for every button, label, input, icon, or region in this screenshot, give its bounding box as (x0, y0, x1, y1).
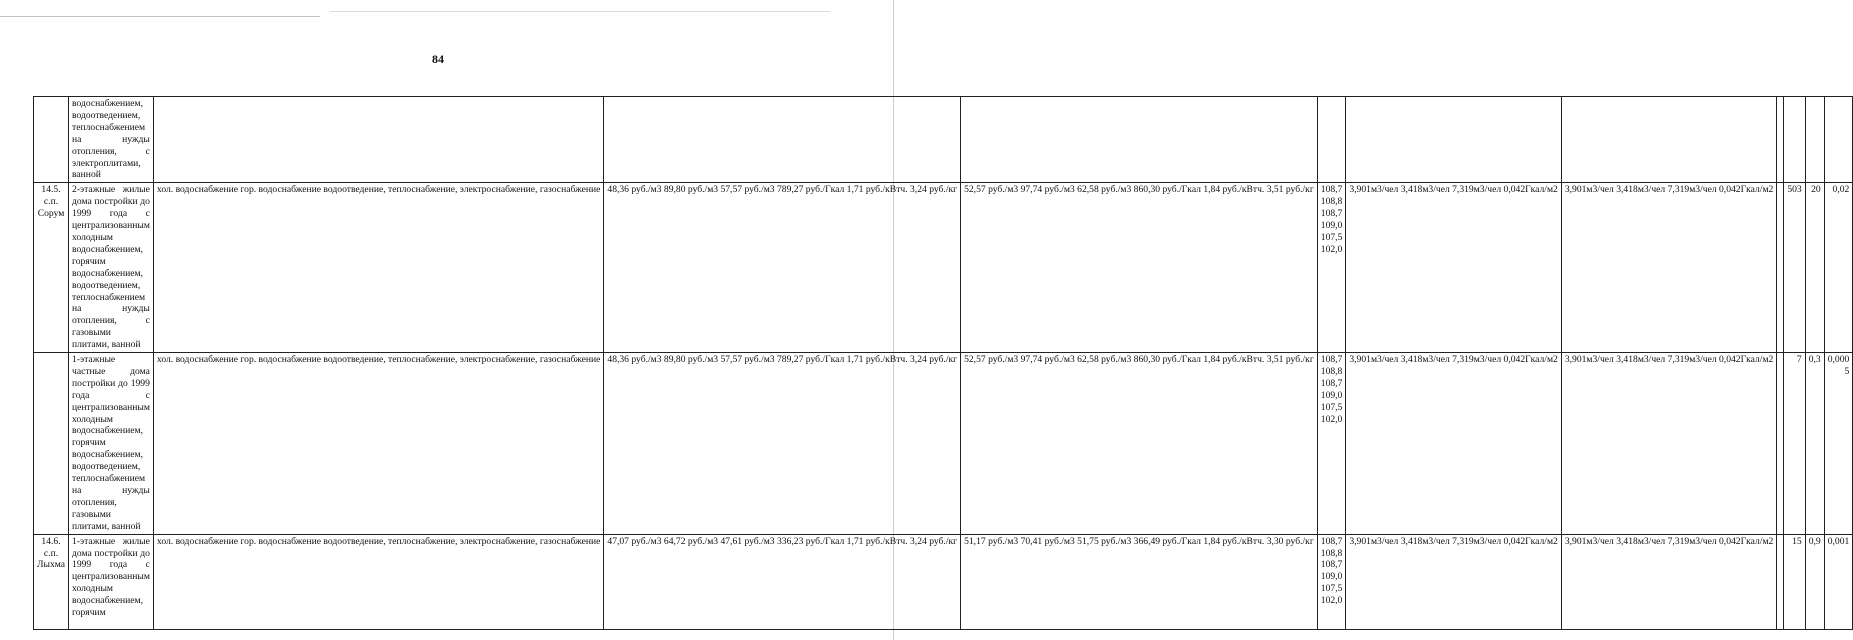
col10-cell: 7 (1784, 353, 1805, 535)
description-cell: 2-этажные жилые дома постройки до 1999 года с централизованным холодным водоснабжением, горячим водоснабжением, водоотведением, теплоснабжением на нужды отопления, с газовыми плитами, ванной (69, 183, 154, 353)
tariffs-2-cell: 51,17 руб./м3 70,41 руб./м3 51,75 руб./м3 366,49 руб./Гкал 1,84 руб./кВтч. 3,30 руб./кг (961, 534, 1318, 629)
tariffs-1-cell: 48,36 руб./м3 89,80 руб./м3 57,57 руб./м3 789,27 руб./Гкал 1,71 руб./кВтч. 3,24 руб./кг (604, 353, 961, 535)
col10-cell: 15 (1784, 534, 1805, 629)
settlement-cell (34, 353, 69, 535)
col9-cell (1777, 183, 1784, 353)
tariff-table (33, 96, 1853, 630)
tariffs-1-cell: 47,07 руб./м3 64,72 руб./м3 47,61 руб./м3 336,23 руб./Гкал 1,71 руб./кВтч. 3,24 руб./кг (604, 534, 961, 629)
norms-2-cell: 3,901м3/чел 3,418м3/чел 7,319м3/чел 0,042Гкал/м2 (1561, 534, 1776, 629)
tariffs-1-cell: 48,36 руб./м3 89,80 руб./м3 57,57 руб./м3 789,27 руб./Гкал 1,71 руб./кВтч. 3,24 руб./кг (604, 183, 961, 353)
col10-cell: 503 (1784, 183, 1805, 353)
table-row (34, 534, 1853, 629)
description-cell: 1-этажные жилые дома постройки до 1999 года с централизованным холодным водоснабжением, горячим (69, 534, 154, 629)
index-cell: 108,7 108,8 108,7 109,0 107,5 102,0 (1317, 183, 1346, 353)
col11-cell: 20 (1805, 183, 1824, 353)
col9-cell (1777, 534, 1784, 629)
index-cell: 108,7 108,8 108,7 109,0 107,5 102,0 (1317, 353, 1346, 535)
settlement-cell: 14.6. с.п. Лыхма (34, 534, 69, 629)
index-cell (1317, 97, 1346, 183)
norms-2-cell: 3,901м3/чел 3,418м3/чел 7,319м3/чел 0,042Гкал/м2 (1561, 353, 1776, 535)
col12-cell (1824, 97, 1853, 183)
index-cell: 108,7 108,8 108,7 109,0 107,5 102,0 (1317, 534, 1346, 629)
norms-1-cell (1346, 97, 1561, 183)
norms-1-cell: 3,901м3/чел 3,418м3/чел 7,319м3/чел 0,042Гкал/м2 (1346, 353, 1561, 535)
col9-cell (1777, 353, 1784, 535)
continuation-row (34, 97, 1853, 183)
tariffs-2-cell (961, 97, 1318, 183)
norms-2-cell: 3,901м3/чел 3,418м3/чел 7,319м3/чел 0,042Гкал/м2 (1561, 183, 1776, 353)
description-cell: 1-этажные частные дома постройки до 1999 года с централизованным холодным водоснабжением, горячим водоснабжением, водоотведением, теплоснабжением на нужды отопления, газовыми плитами, ванной (69, 353, 154, 535)
services-cell (153, 97, 604, 183)
norms-2-cell (1561, 97, 1776, 183)
tariffs-1-cell (604, 97, 961, 183)
services-cell: хол. водоснабжение гор. водоснабжение водоотведение, теплоснабжение, электроснабжение, газоснабжение (153, 534, 604, 629)
col12-cell: 0,02 (1824, 183, 1853, 353)
col10-cell (1784, 97, 1805, 183)
table-row (34, 353, 1853, 535)
col12-cell: 0,001 (1824, 534, 1853, 629)
scan-edge-top (0, 16, 320, 17)
col12-cell: 0,000 5 (1824, 353, 1853, 535)
settlement-cell (34, 97, 69, 183)
col11-cell (1805, 97, 1824, 183)
description-cell: водоснабжением, водоотведением, теплоснабжением на нужды отопления, с электроплитами, ванной (69, 97, 154, 183)
settlement-cell: 14.5. с.п. Сорум (34, 183, 69, 353)
scan-edge-top-right (330, 11, 830, 12)
col9-cell (1777, 97, 1784, 183)
col11-cell: 0,3 (1805, 353, 1824, 535)
norms-1-cell: 3,901м3/чел 3,418м3/чел 7,319м3/чел 0,042Гкал/м2 (1346, 183, 1561, 353)
services-cell: хол. водоснабжение гор. водоснабжение водоотведение, теплоснабжение, электроснабжение, газоснабжение (153, 183, 604, 353)
tariffs-2-cell: 52,57 руб./м3 97,74 руб./м3 62,58 руб./м3 860,30 руб./Гкал 1,84 руб./кВтч. 3,51 руб./кг (961, 353, 1318, 535)
page-number: 84 (432, 52, 444, 66)
services-cell: хол. водоснабжение гор. водоснабжение водоотведение, теплоснабжение, электроснабжение, газоснабжение (153, 353, 604, 535)
tariffs-2-cell: 52,57 руб./м3 97,74 руб./м3 62,58 руб./м3 860,30 руб./Гкал 1,84 руб./кВтч. 3,51 руб./кг (961, 183, 1318, 353)
norms-1-cell: 3,901м3/чел 3,418м3/чел 7,319м3/чел 0,042Гкал/м2 (1346, 534, 1561, 629)
table-row (34, 183, 1853, 353)
col11-cell: 0,9 (1805, 534, 1824, 629)
